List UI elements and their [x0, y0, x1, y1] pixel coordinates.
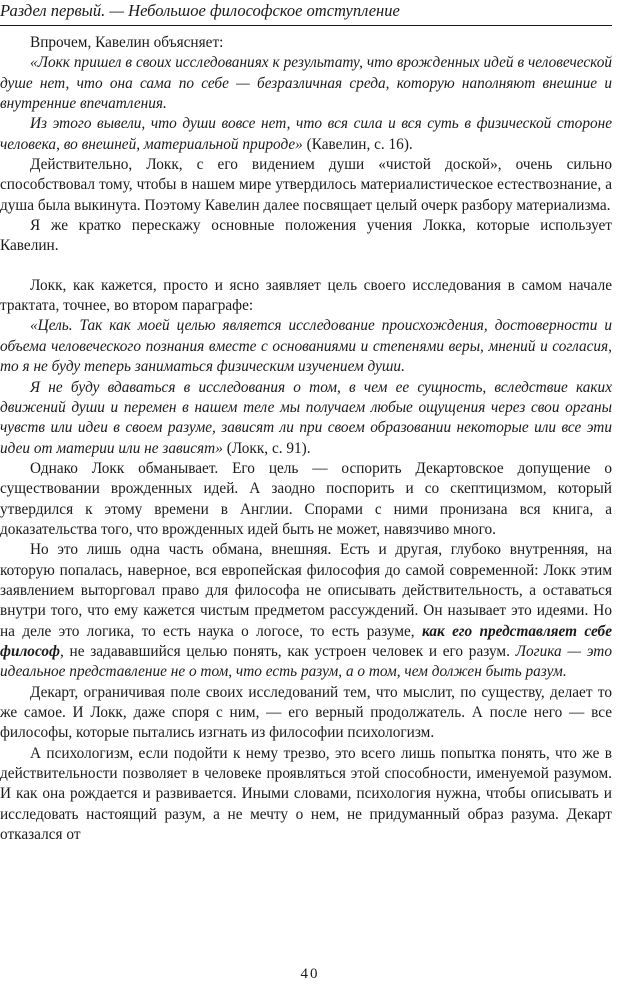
paragraph [0, 114, 612, 155]
paragraph [0, 216, 612, 257]
italic-run: Логика — это идеальное представление не о том, что есть разум, а о том, чем должен быть разум. [0, 642, 612, 681]
text-run: Но это лишь одна часть обмана, внешняя. Есть и другая, глубоко внутренняя, на которую попалась, наверное, вся европейская философия до самой современной: Локк этим заявлением выторговал право для философа не описывать действительность, а оставаться внутри того, что ему кажется чистым предметом рассуждений. Он называет это идеями. Но на деле это логика, то есть наука о логосе, то есть разуме, [0, 541, 612, 640]
text-run: , не задававшийся целью понять, как устроен человек и его разум. [59, 642, 516, 660]
italic-run: Я не буду вдаваться в исследования о том, в чем ее сущность, вследствие каких движений души и перемен в нашем теле мы получаем любые ощущения через свои органы чувств или идеи в своем разуме, зависят ли при своем образовании некоторые или все эти идеи от материи или не зависят» [0, 378, 612, 457]
paragraph [0, 378, 612, 459]
text-run: (Локк, с. 91). [222, 439, 311, 457]
italic-run: «Цель. Так как моей целью является исследование происхождения, достоверности и объема человеческого познания вместе с основаниями и степенями веры, мнений и согласия, то я не буду теперь заниматься физическим изучением души. [0, 317, 612, 376]
page-number: 40 [300, 966, 320, 982]
text-run: Декарт, ограничивая поле своих исследований тем, что мыслит, по существу, делает то же самое. И Локк, даже споря с ним, — его верный продолжатель. А после него — все философы, которые пытались изгнать из философии психологизм. [0, 683, 612, 742]
text-run: Впрочем, Кавелин объясняет: [30, 34, 224, 51]
paragraph [0, 459, 612, 540]
text-run: А психологизм, если подойти к нему трезво, это всего лишь попытка понять, что же в действительности позволяет в человеке проявляться этой способности, именуемой разумом. И как она рождается и развивается. Иными словами, психология нужна, чтобы описывать и исследовать настоящий разум, а не мечту о нем, не придуманный образ разума. Декарт отказался от [0, 744, 612, 844]
paragraph [0, 540, 612, 682]
italic-run: Из этого вывели, что души вовсе нет, что вся сила и вся суть в физической стороне человека, во внешней, материальной природе» [0, 115, 612, 153]
paragraph [0, 276, 612, 317]
paragraph [0, 683, 612, 744]
paragraph [0, 155, 612, 216]
italic-run: «Локк пришел в своих исследованиях к результату, что врожденных идей в человеческой душе нет, что она сама по себе — безразличная среда, которую наполняют внешние и внутренние впечатления. [0, 54, 612, 113]
paragraph [0, 744, 612, 846]
text-run: Локк, как кажется, просто и ясно заявляет цель своего исследования в самом начале трактата, точнее, во втором параграфе: [0, 276, 612, 315]
text-run: Однако Локк обманывает. Его цель — оспорить Декартовское допущение о существовании врожденных идей. А заодно поспорить и со скептицизмом, который утвердился к этому времени в Англии. Спорами с ними пронизана вся книга, а доказательства того, что врожденных идей быть не может, навязчиво много. [0, 459, 612, 538]
page-body [0, 33, 612, 845]
paragraph [0, 316, 612, 377]
text-run: Я же кратко перескажу основные положения учения Локка, которые использует Кавелин. [0, 217, 612, 255]
text-run: (Кавелин, с. 16). [302, 135, 413, 153]
bold-italic-run: как его представляет себе философ [0, 622, 612, 660]
text-run: Действительно, Локк, с его видением души «чистой доской», очень сильно способствовал тому, чтобы в нашем мире утвердилось материалистическое естествознание, а душа была выкинута. Поэтому Кавелин далее посвящает целый очерк разбору материализма. [0, 156, 612, 214]
paragraph [0, 33, 612, 53]
paragraph [0, 53, 612, 114]
running-header: Раздел первый. — Небольшое философское отступление [0, 0, 612, 26]
